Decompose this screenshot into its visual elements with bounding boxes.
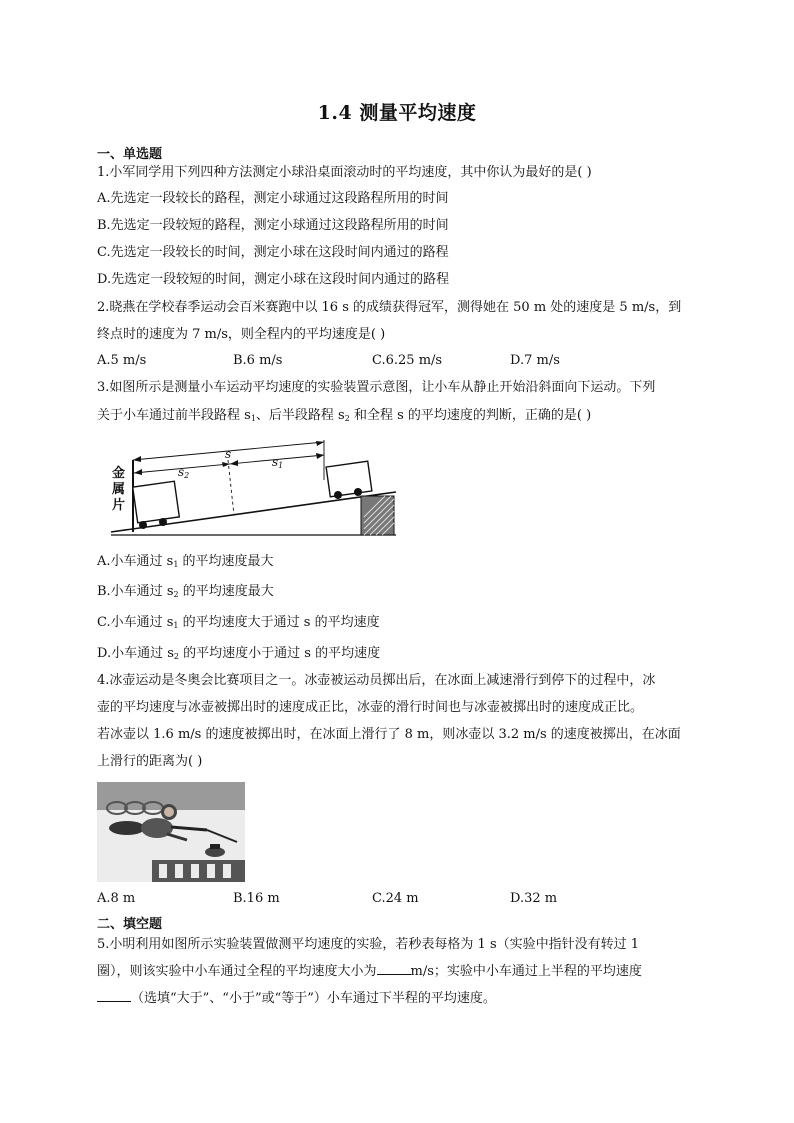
answer-blank-1[interactable] <box>377 962 411 975</box>
q1-option-b: B.先选定一段较短的路程，测定小球通过这段路程所用的时间 <box>97 218 449 233</box>
incline-experiment-figure <box>106 440 406 540</box>
q3-option-c: C.小车通过 $s_1$ 的平均速度大于通过 s 的平均速度 <box>97 615 380 630</box>
figure-label-s1: $s_1$ <box>272 455 284 470</box>
q2-option-b: B.6 m/s <box>233 353 283 368</box>
q4-option-d: D.32 m <box>510 891 558 906</box>
q4-option-a: A.8 m <box>97 891 136 906</box>
q1-stem: 1.小军同学用下列四种方法测定小球沿桌面滚动时的平均速度，其中你认为最好的是( ) <box>97 165 592 180</box>
q4-stem-line4: 上滑行的距离为( ) <box>97 754 203 769</box>
q3-stem-line1: 3.如图所示是测量小车运动平均速度的实验装置示意图，让小车从静止开始沿斜面向下运动。下列 <box>97 380 656 395</box>
q2-option-a: A.5 m/s <box>97 353 147 368</box>
q1-option-d: D.先选定一段较短的时间，测定小球在这段时间内通过的路程 <box>97 272 450 287</box>
q2-option-d: D.7 m/s <box>510 353 560 368</box>
q4-option-c: C.24 m <box>372 891 419 906</box>
q5-line2: 圈），则该实验中小车通过全程的平均速度大小为 m/s；实验中小车通过上半程的平均速度 <box>97 964 642 979</box>
q3-option-a: A.小车通过 $s_1$ 的平均速度最大 <box>97 554 274 569</box>
q2-stem-line2: 终点时的速度为 7 m/s，则全程内的平均速度是( ) <box>97 327 386 342</box>
q5-line3: （选填“大于”、“小于”或“等于”）小车通过下半程的平均速度。 <box>97 989 496 1008</box>
q3-option-b: B.小车通过 $s_2$ 的平均速度最大 <box>97 584 274 599</box>
q4-stem-line3: 若冰壶以 1.6 m/s 的速度被掷出时，在冰面上滑行了 8 m，则冰壶以 3.2 m/s 的速度被掷出，在冰面 <box>97 727 681 742</box>
q4-stem-line1: 4.冰壶运动是冬奥会比赛项目之一。冰壶被运动员掷出后，在冰面上减速滑行到停下的过程中，冰 <box>97 673 656 688</box>
q2-option-c: C.6.25 m/s <box>372 353 443 368</box>
q3-option-d: D.小车通过 $s_2$ 的平均速度小于通过 s 的平均速度 <box>97 646 381 661</box>
section-heading-single-choice: 一、单选题 <box>97 147 163 162</box>
q2-stem-line1: 2.晓燕在学校春季运动会百米赛跑中以 16 s 的成绩获得冠军，测得她在 50 m 处的速度是 5 m/s，到 <box>97 300 682 315</box>
metal-plate-label: 金 属 片 <box>112 466 126 513</box>
figure-label-s2: $s_2$ <box>178 465 190 480</box>
q5-line1: 5.小明利用如图所示实验装置做测平均速度的实验，若秒表每格为 1 s（实验中指针没有转过 1 <box>97 937 640 952</box>
answer-blank-2[interactable] <box>97 989 131 1002</box>
page-title: 1.4 测量平均速度 <box>317 102 477 124</box>
q3-stem-line2: 关于小车通过前半段路程 $s_1$、后半段路程 $s_2$ 和全程 s 的平均速度的判断，正确的是( ) <box>97 408 592 423</box>
q4-stem-line2: 壶的平均速度与冰壶被掷出时的速度成正比，冰壶的滑行时间也与冰壶被掷出时的速度成正比。 <box>97 700 644 715</box>
section-heading-fill-blank: 二、填空题 <box>97 917 163 932</box>
q1-option-c: C.先选定一段较长的时间，测定小球在这段时间内通过的路程 <box>97 245 449 260</box>
q4-option-b: B.16 m <box>233 891 280 906</box>
figure-label-s: s <box>225 447 232 461</box>
curling-photo <box>97 782 245 882</box>
q1-option-a: A.先选定一段较长的路程，测定小球通过这段路程所用的时间 <box>97 191 449 206</box>
